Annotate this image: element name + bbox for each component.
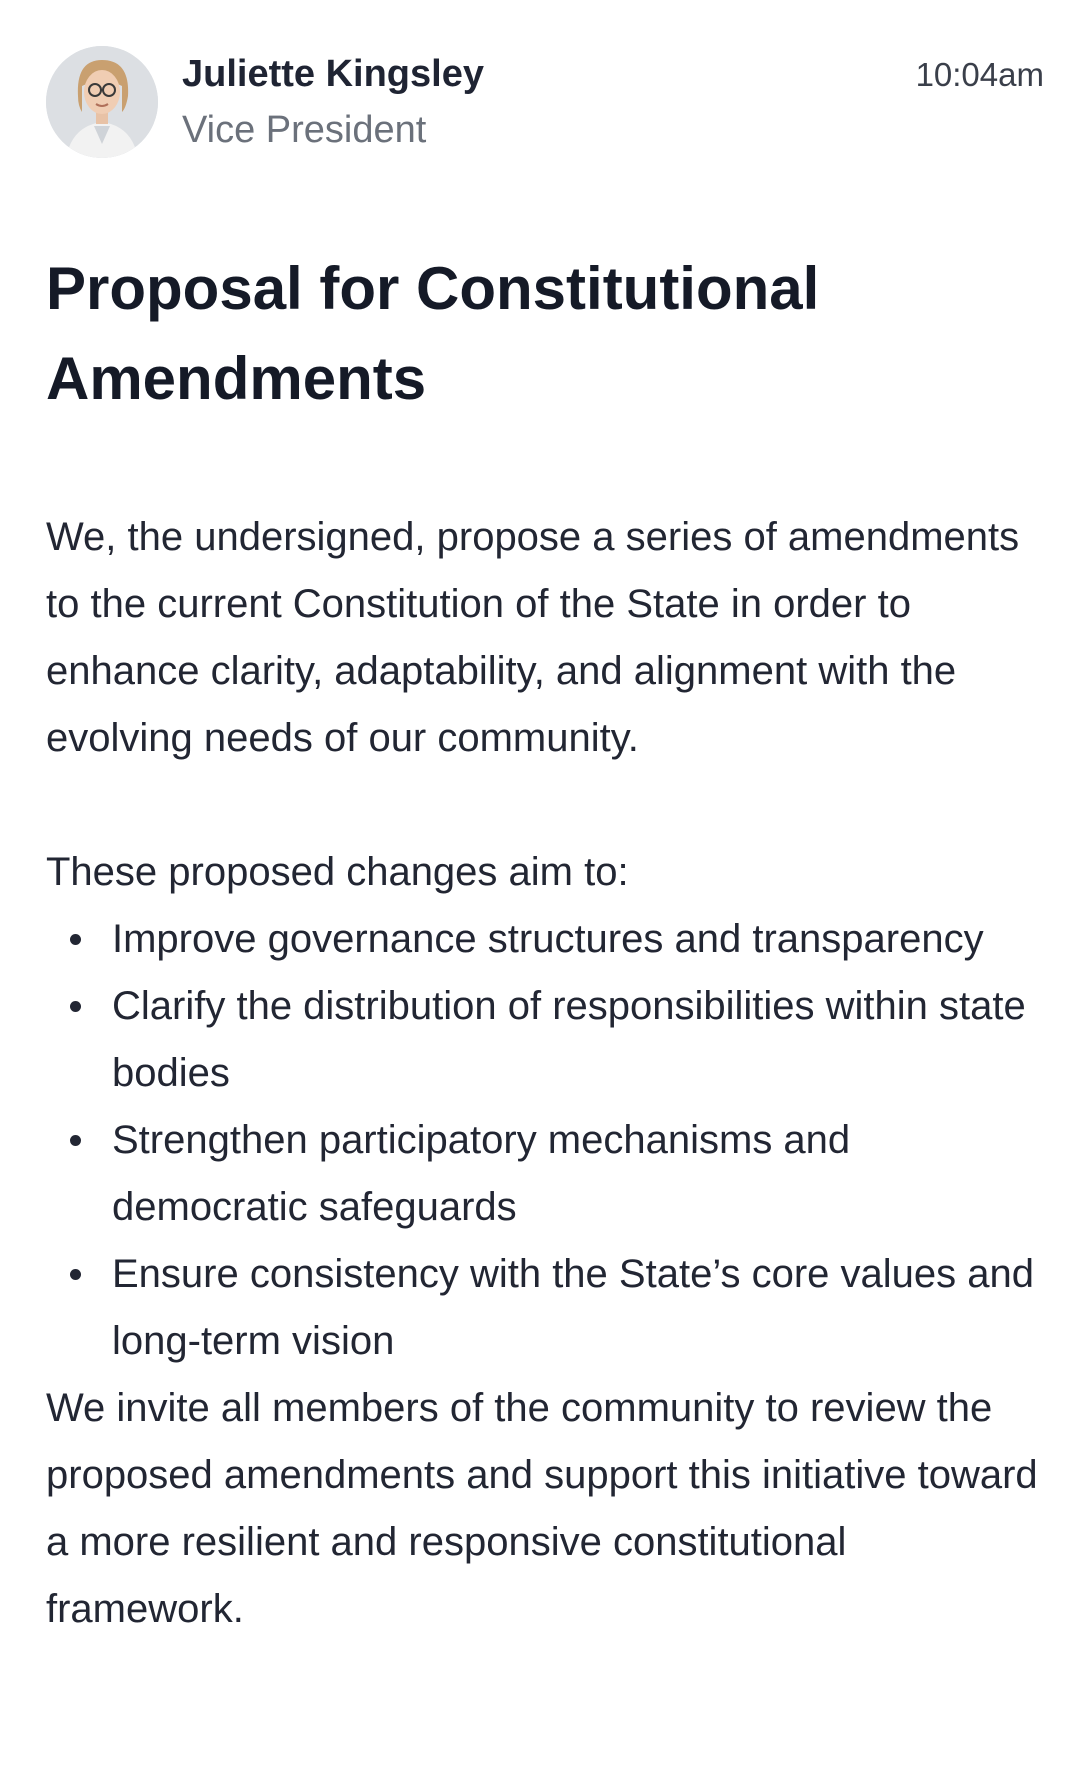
- list-item-text: Clarify the distribution of responsibilities within state bodies: [112, 984, 1026, 1095]
- paragraph-spacer: [46, 772, 1044, 839]
- list-item: [46, 906, 1044, 973]
- list-item: [46, 973, 1044, 1107]
- bullet-icon: [70, 934, 81, 945]
- post-header: [46, 46, 1044, 158]
- post-body: [46, 504, 1044, 1643]
- closing-paragraph: We invite all members of the community to review the proposed amendments and support this initiative toward a more resilient and responsive constitutional framework.: [46, 1386, 1038, 1631]
- list-heading: These proposed changes aim to:: [46, 850, 629, 894]
- bullet-icon: [70, 1135, 81, 1146]
- author-info: [182, 46, 484, 153]
- list-item-text: Strengthen participatory mechanisms and democratic safeguards: [112, 1118, 851, 1229]
- aims-list: [46, 906, 1044, 1375]
- bullet-icon: [70, 1001, 81, 1012]
- list-item: [46, 1107, 1044, 1241]
- list-item-text: Improve governance structures and transparency: [112, 917, 984, 961]
- post-title: Proposal for Constitutional Amendments: [46, 255, 820, 412]
- author-name[interactable]: Juliette Kingsley: [182, 53, 484, 95]
- list-item-text: Ensure consistency with the State’s core values and long-term vision: [112, 1252, 1034, 1363]
- post-timestamp: 10:04am: [915, 56, 1044, 93]
- intro-paragraph: We, the undersigned, propose a series of amendments to the current Constitution of the State in order to enhance clarity, adaptability, and alignment with the evolving needs of our community.: [46, 515, 1020, 760]
- author-role: Vice President: [182, 108, 427, 151]
- avatar[interactable]: [46, 46, 158, 158]
- avatar-image: [46, 46, 158, 158]
- bullet-icon: [70, 1269, 81, 1280]
- list-item: [46, 1241, 1044, 1375]
